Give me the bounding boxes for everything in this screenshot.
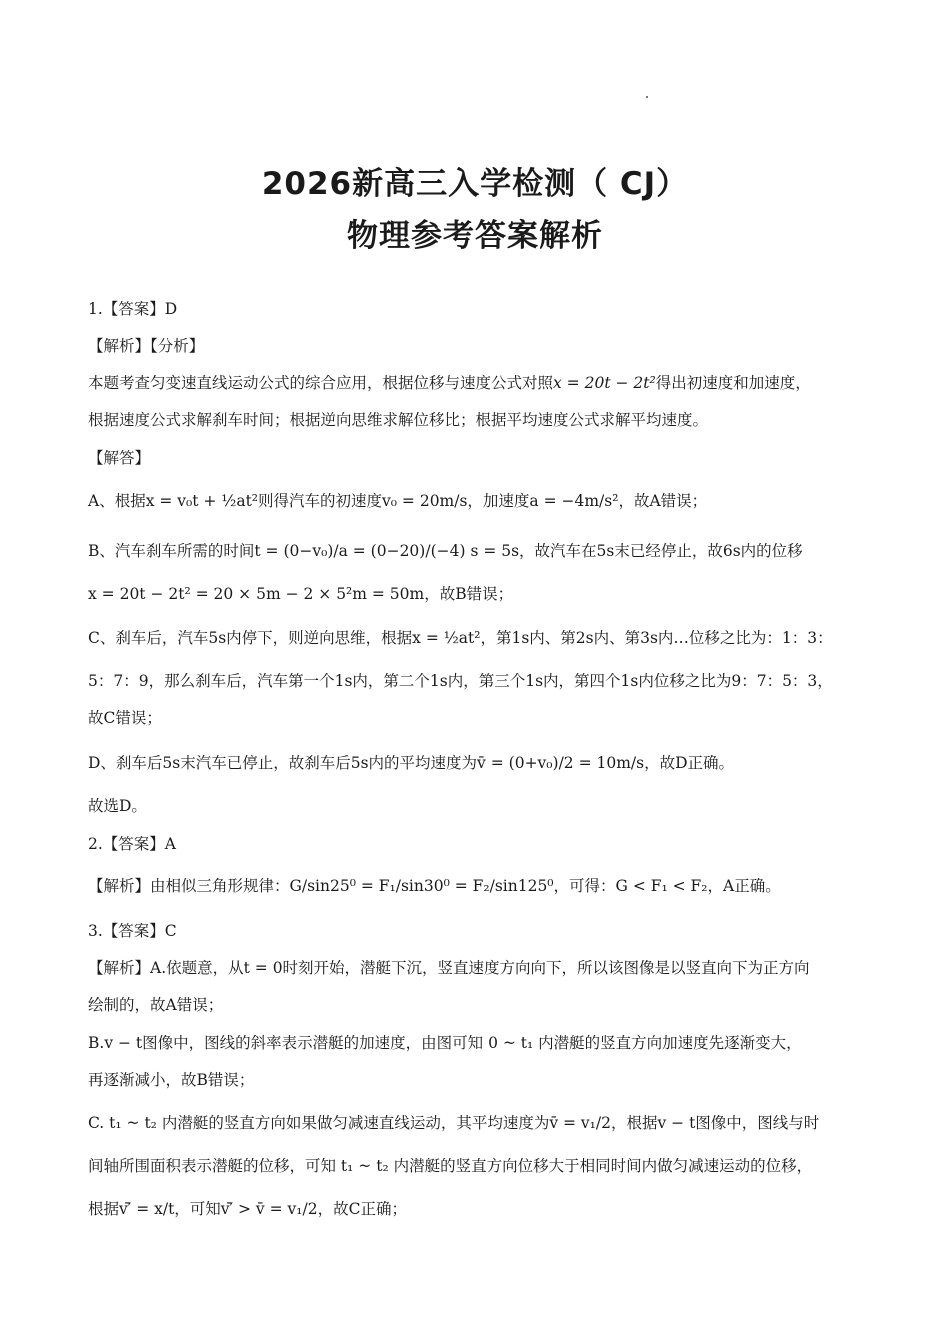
document-subtitle: 物理参考答案解析 xyxy=(347,218,603,254)
q3-option-b-line2: 再逐渐减小，故B错误； xyxy=(88,1071,255,1089)
q1-analysis-text-a: 本题考查匀变速直线运动公式的综合应用，根据位移与速度公式对照 xyxy=(88,374,554,392)
q1-answer: 1.【答案】D xyxy=(88,300,178,318)
q3-option-c-line3: 根据v′̄ = x/t，可知v′̄ > v̄ = v₁/2，故C正确； xyxy=(88,1200,407,1218)
q1-option-c-line1: C、刹车后，汽车5s内停下，则逆向思维，根据x = ½at²，第1s内、第2s内、第3s内…位移之比为：1：3： xyxy=(88,629,833,647)
q3-option-c-line1: C. t₁ ~ t₂ 内潜艇的竖直方向如果做匀减速直线运动，其平均速度为v̄ = v₁/2，根据v − t图像中，图线与时 xyxy=(88,1114,820,1132)
q1-option-a: A、根据x = v₀t + ½at²则得汽车的初速度v₀ = 20m/s，加速度a = −4m/s²，故A错误； xyxy=(88,492,708,510)
q3-option-b-line1: B.v − t图像中，图线的斜率表示潜艇的加速度，由图可知 0 ~ t₁ 内潜艇的竖直方向加速度先逐渐变大， xyxy=(88,1034,802,1052)
q1-analysis-equation: x = 20t − 2t² xyxy=(553,374,656,392)
document-title: 2026新高三入学检测（ CJ） xyxy=(261,166,689,202)
q1-option-b-line1: B、汽车刹车所需的时间t = (0−v₀)/a = (0−20)/(−4) s = 5s，故汽车在5s末已经停止，故6s内的位移 xyxy=(88,542,803,560)
q1-conclusion: 故选D。 xyxy=(88,797,147,815)
q1-option-d: D、刹车后5s末汽车已停止，故刹车后5s内的平均速度为v̄ = (0+v₀)/2 = 10m/s，故D正确。 xyxy=(88,754,735,772)
page-mark xyxy=(646,96,648,98)
q3-option-a-line2: 绘制的，故A错误； xyxy=(88,996,224,1014)
q1-option-c-line3: 故C错误； xyxy=(88,709,162,727)
q1-analysis-heading: 【解析】【分析】 xyxy=(88,337,205,355)
q1-analysis-line2: 根据速度公式求解刹车时间；根据逆向思维求解位移比；根据平均速度公式求解平均速度。 xyxy=(88,411,709,429)
q1-analysis-text-b: 得出初速度和加速度， xyxy=(655,374,811,392)
q3-option-a-line1: 【解析】A.依题意，从t = 0时刻开始，潜艇下沉，竖直速度方向向下，所以该图像是以竖直向下为正方向 xyxy=(88,959,810,977)
q1-option-c-line2: 5：7：9，那么刹车后，汽车第一个1s内，第二个1s内，第三个1s内，第四个1s内位移之比为9：7：5：3， xyxy=(88,672,833,690)
q3-option-c-line2: 间轴所围面积表示潜艇的位移，可知 t₁ ~ t₂ 内潜艇的竖直方向位移大于相同时间内做匀减速运动的位移， xyxy=(88,1157,813,1175)
q1-analysis-line1 xyxy=(88,372,890,394)
q2-analysis: 【解析】由相似三角形规律：G/sin25⁰ = F₁/sin30⁰ = F₂/sin125⁰，可得：G < F₁ < F₂，A正确。 xyxy=(88,877,781,895)
q3-answer: 3.【答案】C xyxy=(88,922,177,940)
q2-answer: 2.【答案】A xyxy=(88,835,176,853)
q1-option-b-line2: x = 20t − 2t² = 20 × 5m − 2 × 5²m = 50m，故B错误； xyxy=(88,585,514,603)
q1-solution-heading: 【解答】 xyxy=(88,449,151,467)
